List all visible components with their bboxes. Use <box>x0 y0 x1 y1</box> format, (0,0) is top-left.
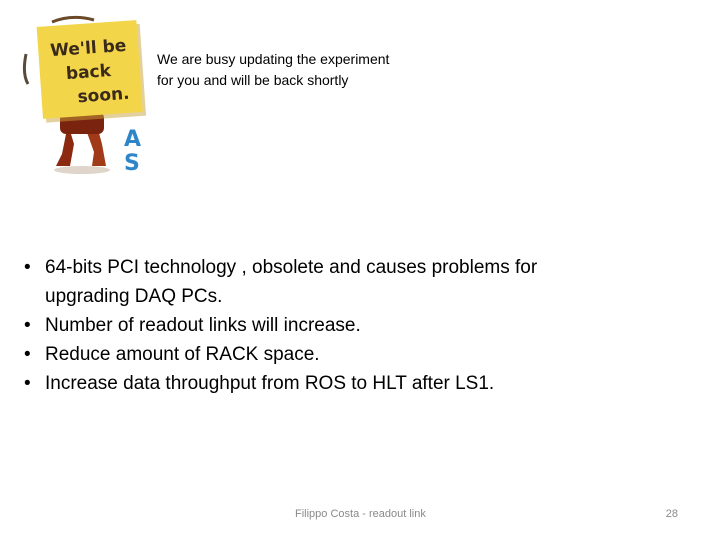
list-item <box>24 253 664 311</box>
bullet-text-line: Reduce amount of RACK space. <box>45 344 320 365</box>
page-number: 28 <box>665 508 678 520</box>
letter-s: S <box>124 151 140 176</box>
note-line-2: back <box>65 61 112 85</box>
notice-line-2: for you and will be back shortly <box>157 72 349 88</box>
rope-shape <box>52 17 94 22</box>
rope-left-shape <box>24 54 28 84</box>
list-item <box>24 311 664 340</box>
sticky-note-graphic <box>22 14 152 176</box>
bullet-list <box>24 253 664 398</box>
bullet-glyph: • <box>24 257 31 278</box>
note-line-1: We'll be <box>49 35 127 62</box>
sticky-note <box>37 20 146 123</box>
bullet-text-line: Number of readout links will increase. <box>45 315 361 336</box>
list-item <box>24 340 664 369</box>
footer-text: Filippo Costa - readout link <box>295 508 426 520</box>
bullet-text-line: Increase data throughput from ROS to HLT after LS1. <box>45 373 495 394</box>
bullet-glyph: • <box>24 344 31 365</box>
list-item <box>24 369 664 398</box>
bullet-text-line: 64-bits PCI technology , obsolete and causes problems for <box>45 257 538 278</box>
note-line-3: soon. <box>76 83 131 108</box>
maintenance-notice <box>157 49 457 91</box>
atlas-be-back-soon-logo <box>22 14 152 176</box>
letter-a: A <box>124 127 142 152</box>
bullet-glyph: • <box>24 315 31 336</box>
notice-line-1: We are busy updating the experiment <box>157 51 390 67</box>
bullet-text-line: upgrading DAQ PCs. <box>45 286 223 307</box>
bullet-glyph: • <box>24 373 31 394</box>
